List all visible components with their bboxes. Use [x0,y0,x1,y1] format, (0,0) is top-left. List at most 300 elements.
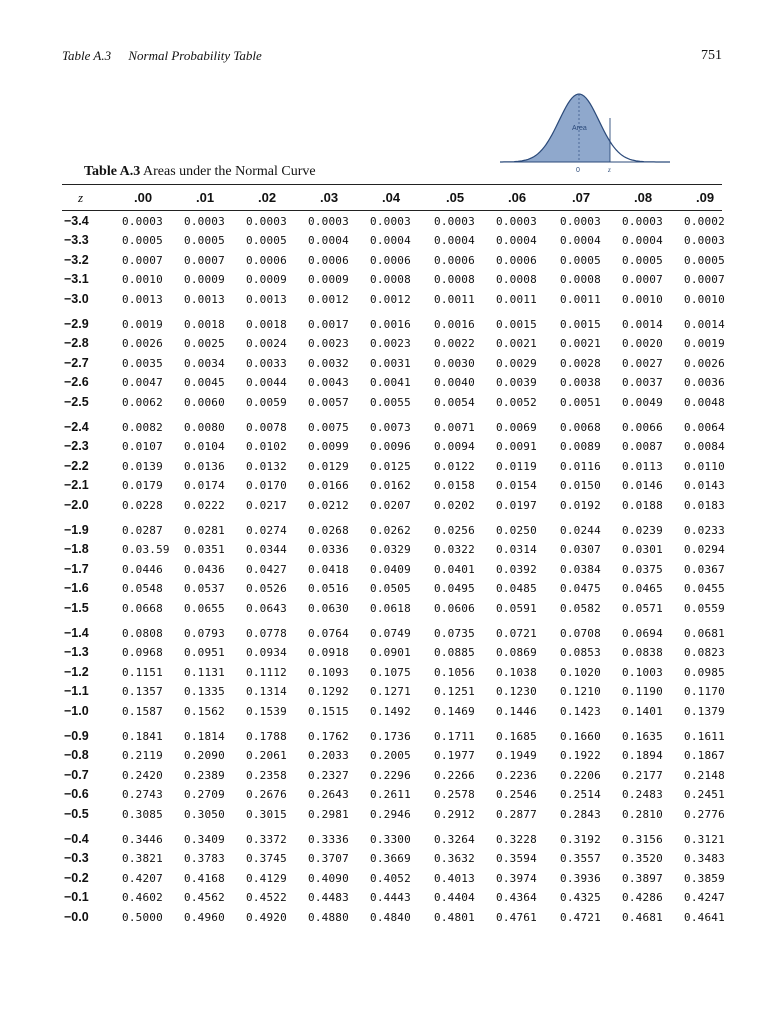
probability-cell: 0.0336 [308,543,349,557]
probability-cell: 0.0003 [370,215,411,228]
probability-cell: 0.0004 [622,234,663,248]
z-value-cell: −3.3 [64,233,89,248]
z-value-cell: −1.2 [64,664,89,679]
probability-cell: 0.0183 [684,498,725,512]
probability-cell: 0.0032 [308,356,349,370]
probability-cell: 0.3192 [560,833,601,846]
probability-cell: 0.0015 [496,318,537,331]
probability-cell: 0.4761 [496,910,537,924]
probability-cell: 0.0853 [560,646,601,660]
probability-cell: 0.0071 [434,421,475,434]
probability-cell: 0.1112 [246,665,287,679]
probability-cell: 0.0031 [370,356,411,370]
probability-cell: 0.2709 [184,788,225,802]
probability-cell: 0.0885 [434,646,475,660]
probability-cell: 0.0043 [308,376,349,390]
probability-cell: 0.0005 [684,253,725,267]
probability-cell: 0.1210 [560,685,601,699]
probability-cell: 0.0004 [434,234,475,248]
probability-cell: 0.0375 [622,562,663,576]
table-row [62,561,725,580]
probability-cell: 0.0010 [122,273,163,287]
table-row [62,272,725,290]
probability-cell: 0.0064 [684,421,725,434]
z-value-cell: −0.1 [64,890,89,905]
probability-cell: 0.0668 [122,601,163,615]
probability-cell: 0.0681 [684,627,725,640]
z-value-cell: −0.7 [64,767,89,782]
probability-cell: 0.3121 [684,833,725,846]
probability-cell: 0.0170 [246,479,287,493]
probability-cell: 0.0087 [622,440,663,454]
probability-cell: 0.0322 [434,543,475,557]
probability-cell: 0.4920 [246,910,287,924]
probability-cell: 0.2843 [560,807,601,821]
table-row [62,664,725,683]
probability-cell: 0.3264 [434,833,475,846]
table-title-text: Areas under the Normal Curve [143,164,316,179]
probability-cell: 0.0401 [434,562,475,576]
probability-cell: 0.0516 [308,582,349,596]
probability-cell: 0.0049 [622,395,663,409]
column-header: .05 [446,190,465,205]
probability-cell: 0.3557 [560,852,601,866]
probability-cell: 0.3300 [370,833,411,846]
probability-cell: 0.0028 [560,356,601,370]
table-row [62,806,725,825]
probability-cell: 0.4286 [622,891,663,905]
probability-cell: 0.0823 [684,646,725,660]
probability-cell: 0.1539 [246,704,287,718]
probability-cell: 0.4483 [308,891,349,905]
probability-cell: 0.4168 [184,871,225,885]
z-value-cell: −2.0 [64,497,89,512]
table-row [62,420,725,438]
probability-cell: 0.1190 [622,685,663,699]
probability-cell: 0.0188 [622,498,663,512]
probability-cell: 0.0202 [434,498,475,512]
probability-cell: 0.3821 [122,852,163,866]
normal-curve-figure [500,88,670,178]
probability-cell: 0.1357 [122,685,163,699]
probability-cell: 0.0021 [496,337,537,351]
z-value-cell: −1.7 [64,561,89,576]
table-row [62,478,725,496]
probability-cell: 0.1492 [370,704,411,718]
probability-cell: 0.0003 [184,215,225,228]
probability-cell: 0.0066 [622,421,663,434]
probability-cell: 0.1685 [496,730,537,743]
column-header: .02 [258,190,277,205]
probability-cell: 0.0344 [246,543,287,557]
probability-cell: 0.0004 [560,234,601,248]
probability-cell: 0.0099 [308,440,349,454]
table-row [62,703,725,722]
table-row [62,684,725,702]
probability-cell: 0.0244 [560,524,601,537]
running-header [62,48,262,64]
table-row [62,787,725,805]
probability-cell: 0.1379 [684,704,725,718]
probability-cell: 0.0606 [434,601,475,615]
probability-cell: 0.0838 [622,646,663,660]
probability-cell: 0.3156 [622,833,663,846]
probability-cell: 0.2981 [308,807,349,821]
probability-cell: 0.3085 [122,807,163,821]
probability-cell: 0.0020 [622,337,663,351]
table-row [62,870,725,889]
probability-cell: 0.0721 [496,627,537,640]
probability-cell: 0.4443 [370,891,411,905]
probability-cell: 0.0011 [496,292,537,306]
probability-cell: 0.0314 [496,543,537,557]
probability-cell: 0.0006 [246,253,287,267]
probability-cell: 0.0075 [308,421,349,434]
z-value-cell: −1.5 [64,600,89,615]
probability-cell: 0.2676 [246,788,287,802]
probability-cell: 0.0110 [684,459,725,473]
probability-cell: 0.3936 [560,871,601,885]
probability-cell: 0.0044 [246,376,287,390]
probability-cell: 0.0006 [496,253,537,267]
z-column-header: z [78,190,84,205]
column-header: .00 [134,190,153,205]
probability-cell: 0.0150 [560,479,601,493]
z-value-cell: −0.6 [64,787,89,802]
table-row [62,375,725,393]
probability-cell: 0.0096 [370,440,411,454]
probability-cell: 0.0116 [560,459,601,473]
table-row [62,233,725,251]
probability-cell: 0.0294 [684,543,725,557]
probability-cell: 0.4880 [308,910,349,924]
probability-cell: 0.1469 [434,704,475,718]
probability-cell: 0.0212 [308,498,349,512]
probability-cell: 0.0136 [184,459,225,473]
table-row [62,523,725,541]
probability-cell: 0.0052 [496,395,537,409]
probability-cell: 0.0059 [246,395,287,409]
probability-cell: 0.0643 [246,601,287,615]
table-row [62,832,725,850]
probability-cell: 0.0174 [184,479,225,493]
table-row [62,336,725,354]
probability-cell: 0.2578 [434,788,475,802]
table-title-label: Table A.3 [84,164,141,179]
probability-cell: 0.0015 [560,318,601,331]
probability-cell: 0.0007 [184,253,225,267]
probability-cell: 0.3897 [622,871,663,885]
probability-cell: 0.2483 [622,788,663,802]
probability-cell: 0.1562 [184,704,225,718]
probability-cell: 0.0571 [622,601,663,615]
probability-cell: 0.0084 [684,440,725,454]
probability-cell: 0.2776 [684,807,725,821]
probability-cell: 0.0006 [370,253,411,267]
z-value-cell: −2.5 [64,394,89,409]
probability-cell: 0.0392 [496,562,537,576]
probability-cell: 0.0455 [684,582,725,596]
probability-cell: 0.0062 [122,395,163,409]
probability-cell: 0.0630 [308,601,349,615]
z-value-cell: −0.0 [64,909,89,924]
probability-cell: 0.0080 [184,421,225,434]
probability-cell: 0.2810 [622,807,663,821]
table-row [62,600,725,619]
probability-cell: 0.0808 [122,627,163,640]
probability-cell: 0.1711 [434,730,475,743]
probability-cell: 0.0102 [246,440,287,454]
probability-cell: 0.0262 [370,524,411,537]
z-value-cell: −1.0 [64,703,89,718]
probability-cell: 0.2266 [434,768,475,782]
probability-cell: 0.1949 [496,749,537,763]
probability-cell: 0.0003 [560,215,601,228]
probability-cell: 0.2358 [246,768,287,782]
probability-cell: 0.0485 [496,582,537,596]
probability-cell: 0.0465 [622,582,663,596]
probability-cell: 0.0008 [370,273,411,287]
probability-cell: 0.0041 [370,376,411,390]
probability-cell: 0.2033 [308,749,349,763]
probability-cell: 0.0708 [560,627,601,640]
column-header: .08 [634,190,653,205]
probability-cell: 0.1335 [184,685,225,699]
probability-cell: 0.0011 [560,292,601,306]
probability-cell: 0.1841 [122,730,163,743]
probability-cell: 0.0003 [684,234,725,248]
probability-cell: 0.0091 [496,440,537,454]
z-value-cell: −1.3 [64,645,89,660]
probability-cell: 0.0040 [434,376,475,390]
probability-cell: 0.1587 [122,704,163,718]
probability-cell: 0.0197 [496,498,537,512]
probability-cell: 0.0125 [370,459,411,473]
z-value-cell: −2.3 [64,439,89,454]
probability-cell: 0.0446 [122,562,163,576]
probability-cell: 0.1038 [496,665,537,679]
probability-cell: 0.3745 [246,852,287,866]
z-value-cell: −2.2 [64,458,89,473]
probability-cell: 0.0301 [622,543,663,557]
column-header: .04 [382,190,401,205]
probability-cell: 0.0094 [434,440,475,454]
probability-cell: 0.2206 [560,768,601,782]
probability-cell: 0.0005 [122,234,163,248]
probability-cell: 0.0384 [560,562,601,576]
probability-cell: 0.0505 [370,582,411,596]
probability-cell: 0.0013 [184,292,225,306]
probability-cell: 0.2119 [122,749,163,763]
table-header-row [62,190,722,208]
probability-cell: 0.0003 [122,215,163,228]
table-header-rule [62,210,722,211]
probability-cell: 0.0004 [370,234,411,248]
probability-cell: 0.0307 [560,543,601,557]
probability-cell: 0.2743 [122,788,163,802]
probability-cell: 0.1867 [684,749,725,763]
probability-cell: 0.2643 [308,788,349,802]
probability-cell: 0.0869 [496,646,537,660]
probability-cell: 0.0764 [308,627,349,640]
probability-cell: 0.0139 [122,459,163,473]
probability-cell: 0.0618 [370,601,411,615]
z-value-cell: −1.8 [64,542,89,557]
probability-cell: 0.1635 [622,730,663,743]
probability-cell: 0.4840 [370,910,411,924]
probability-cell: 0.0089 [560,440,601,454]
probability-cell: 0.0068 [560,421,601,434]
probability-cell: 0.0026 [684,356,725,370]
probability-cell: 0.0005 [246,234,287,248]
probability-cell: 0.0132 [246,459,287,473]
probability-cell: 0.3707 [308,852,349,866]
probability-cell: 0.0003 [434,215,475,228]
z-value-cell: −2.8 [64,336,89,351]
probability-cell: 0.0228 [122,498,163,512]
probability-cell: 0.2177 [622,768,663,782]
probability-cell: 0.0418 [308,562,349,576]
probability-cell: 0.1020 [560,665,601,679]
probability-cell: 0.0033 [246,356,287,370]
probability-cell: 0.1762 [308,730,349,743]
probability-cell: 0.0018 [184,318,225,331]
probability-cell: 0.1251 [434,685,475,699]
probability-cell: 0.0054 [434,395,475,409]
probability-cell: 0.0047 [122,376,163,390]
probability-cell: 0.4207 [122,871,163,885]
probability-cell: 0.2877 [496,807,537,821]
probability-cell: 0.4090 [308,871,349,885]
probability-cell: 0.0239 [622,524,663,537]
probability-cell: 0.3015 [246,807,287,821]
probability-cell: 0.0004 [308,234,349,248]
probability-cell: 0.3783 [184,852,225,866]
probability-cell: 0.0329 [370,543,411,557]
probability-cell: 0.0006 [308,253,349,267]
probability-cell: 0.0003 [496,215,537,228]
z-value-cell: −3.0 [64,291,89,306]
table-row [62,851,725,869]
probability-cell: 0.0017 [308,318,349,331]
probability-cell: 0.2912 [434,807,475,821]
probability-cell: 0.0057 [308,395,349,409]
zero-label: 0 [576,167,580,174]
probability-cell: 0.0009 [184,273,225,287]
probability-cell: 0.0207 [370,498,411,512]
z-value-cell: −2.6 [64,375,89,390]
probability-cell: 0.0526 [246,582,287,596]
probability-cell: 0.0036 [684,376,725,390]
probability-cell: 0.4247 [684,891,725,905]
probability-cell: 0.0162 [370,479,411,493]
probability-cell: 0.0008 [434,273,475,287]
table-row [62,542,725,560]
probability-cell: 0.0005 [560,253,601,267]
table-row [62,439,725,457]
column-header: .06 [508,190,527,205]
probability-cell: 0.1271 [370,685,411,699]
probability-cell: 0.4404 [434,891,475,905]
probability-cell: 0.2451 [684,788,725,802]
probability-cell: 0.0007 [122,253,163,267]
probability-cell: 0.1131 [184,665,225,679]
probability-cell: 0.0122 [434,459,475,473]
probability-cell: 0.0030 [434,356,475,370]
probability-cell: 0.4641 [684,910,725,924]
probability-cell: 0.0010 [684,292,725,306]
probability-cell: 0.3974 [496,871,537,885]
probability-cell: 0.1814 [184,730,225,743]
probability-cell: 0.0038 [560,376,601,390]
probability-cell: 0.4721 [560,910,601,924]
probability-cell: 0.0104 [184,440,225,454]
table-row [62,291,725,310]
probability-cell: 0.3483 [684,852,725,866]
probability-cell: 0.4052 [370,871,411,885]
probability-cell: 0.0039 [496,376,537,390]
probability-cell: 0.1292 [308,685,349,699]
probability-cell: 0.0934 [246,646,287,660]
probability-cell: 0.0024 [246,337,287,351]
probability-cell: 0.0019 [122,318,163,331]
probability-cell: 0.0060 [184,395,225,409]
probability-cell: 0.0014 [684,318,725,331]
probability-cell: 0.2236 [496,768,537,782]
table-title [84,164,316,180]
probability-cell: 0.0023 [308,337,349,351]
probability-cell: 0.0026 [122,337,163,351]
probability-cell: 0.2946 [370,807,411,821]
probability-cell: 0.0048 [684,395,725,409]
probability-cell: 0.1446 [496,704,537,718]
probability-cell: 0.0022 [434,337,475,351]
probability-cell: 0.1314 [246,685,287,699]
table-row [62,497,725,516]
probability-cell: 0.0078 [246,421,287,434]
probability-cell: 0.0069 [496,421,537,434]
area-label: Area [572,125,587,132]
z-value-cell: −1.4 [64,626,89,640]
column-header: .07 [572,190,591,205]
probability-cell: 0.0179 [122,479,163,493]
probability-cell: 0.1401 [622,704,663,718]
table-row [62,355,725,374]
probability-cell: 0.4325 [560,891,601,905]
probability-cell: 0.0495 [434,582,475,596]
probability-cell: 0.4602 [122,891,163,905]
probability-cell: 0.0107 [122,440,163,454]
probability-cell: 0.0004 [496,234,537,248]
z-value-cell: −2.7 [64,355,89,370]
probability-cell: 0.3336 [308,833,349,846]
probability-cell: 0.4801 [434,910,475,924]
probability-cell: 0.1922 [560,749,601,763]
probability-cell: 0.1611 [684,730,725,743]
z-value-cell: −3.1 [64,272,89,287]
probability-cell: 0.0166 [308,479,349,493]
probability-cell: 0.0013 [246,292,287,306]
z-value-cell: −1.6 [64,581,89,596]
probability-cell: 0.0951 [184,646,225,660]
probability-cell: 0.0045 [184,376,225,390]
probability-cell: 0.0119 [496,459,537,473]
column-header: .03 [320,190,339,205]
probability-cell: 0.1170 [684,685,725,699]
probability-cell: 0.2090 [184,749,225,763]
probability-cell: 0.0427 [246,562,287,576]
probability-cell: 0.4129 [246,871,287,885]
